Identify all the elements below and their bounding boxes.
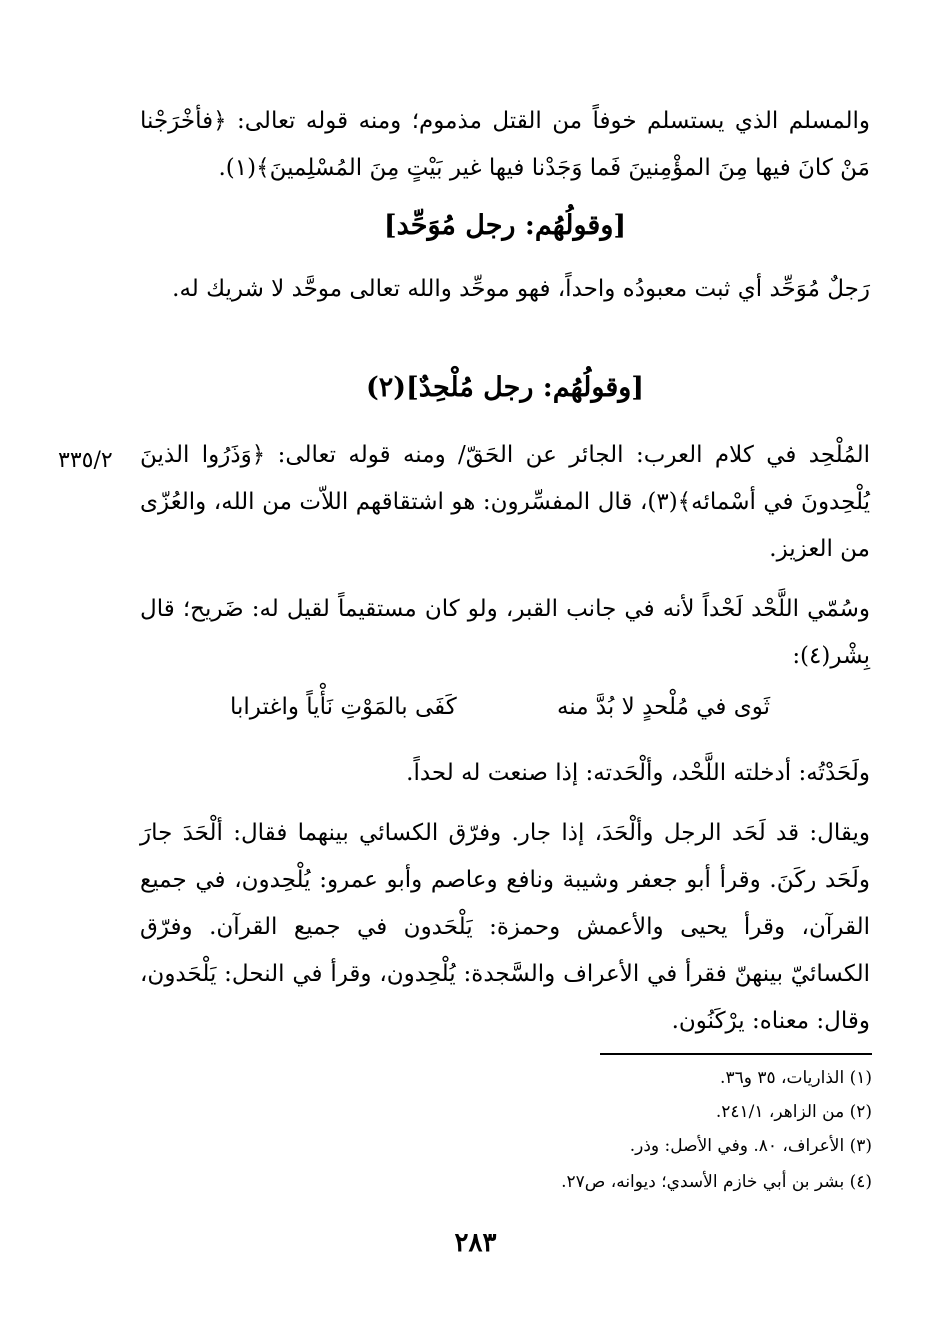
margin-reference: ٣٣٥/٢ (58, 448, 113, 473)
heading-mulhid: [وقولُهُم: رجل مُلْحِدٌ](٢) (365, 372, 645, 403)
footnote-divider (600, 1053, 872, 1055)
paragraph-mulhid: المُلْحِد في كلام العرب: الجائر عن الحَقّ/ ومنه قوله تعالى: ﴿وَذَرُوا الذينَ يُلْحِدونَ في أسْمائه﴾(٣)، قال المفسِّرون: هو اشتقاقهم اللاّت من الله، والعُزّى من العزيز. (140, 442, 870, 562)
footnote-2: (٢) من الزاهر، ٢٤١/١. (715, 1102, 872, 1122)
footnote-4: (٤) بشر بن أبي خازم الأسدي؛ ديوانه، ص٢٧. (561, 1172, 872, 1192)
verse-second-hemistich: كَفَى بالمَوْتِ نَأْياً واغترابا (230, 694, 457, 720)
footnote-3: (٣) الأعراف، ٨٠. وفي الأصل: وذر. (629, 1136, 872, 1156)
page-number: ٢٨٣ (454, 1228, 497, 1258)
verse-first-hemistich: ثَوى في مُلْحدٍ لا بُدَّ منه (556, 694, 770, 720)
heading-muwahhid: [وقولُهُم: رجل مُوَحِّد] (383, 210, 627, 241)
paragraph-lahd: وسُمّي اللَّحْد لَحْداً لأنه في جانب القبر، ولو كان مستقيماً لقيل له: ضَريح؛ قال بِشْر(٤): (140, 596, 870, 669)
footnote-1: (١) الذاريات، ٣٥ و٣٦. (720, 1068, 872, 1088)
paragraph-muwahhid: رَجلٌ مُوَحِّد أي ثبت معبودُه واحداً، فهو موحِّد والله تعالى موحَّد لا شريك له. (172, 276, 870, 302)
paragraph-muslim: والمسلم الذي يستسلم خوفاً من القتل مذموم؛ ومنه قوله تعالى: ﴿فأخْرَجْنا مَنْ كانَ فيها مِنَ المؤْمِنينَ فَما وَجَدْنا فيها غير بَيْتٍ مِنَ المُسْلِمينَ﴾(١). (140, 108, 870, 181)
poetry-verse (230, 694, 770, 720)
paragraph-lahadtuhu: ولَحَدْتُه: أدخلته اللَّحْد، وألْحَدته: إذا صنعت له لحداً. (406, 760, 870, 786)
paragraph-readings: ويقال: قد لَحَد الرجل وألْحَدَ، إذا جار. وفرّق الكسائي بينهما فقال: ألْحَدَ جارَ ولَحَد ركَنَ. وقرأ أبو جعفر وشيبة ونافع وعاصم وأبو عمرو: يُلْحِدون، في جميع القرآن، وقرأ يحيى والأعمش وحمزة: يَلْحَدون في جميع القرآن. وفرّق الكسائيّ بينهنّ فقرأ في الأعراف والسَّجدة: يُلْحِدون، وقرأ في النحل: يَلْحَدون، وقال: معناه: يرْكَنُون. (140, 820, 870, 1034)
